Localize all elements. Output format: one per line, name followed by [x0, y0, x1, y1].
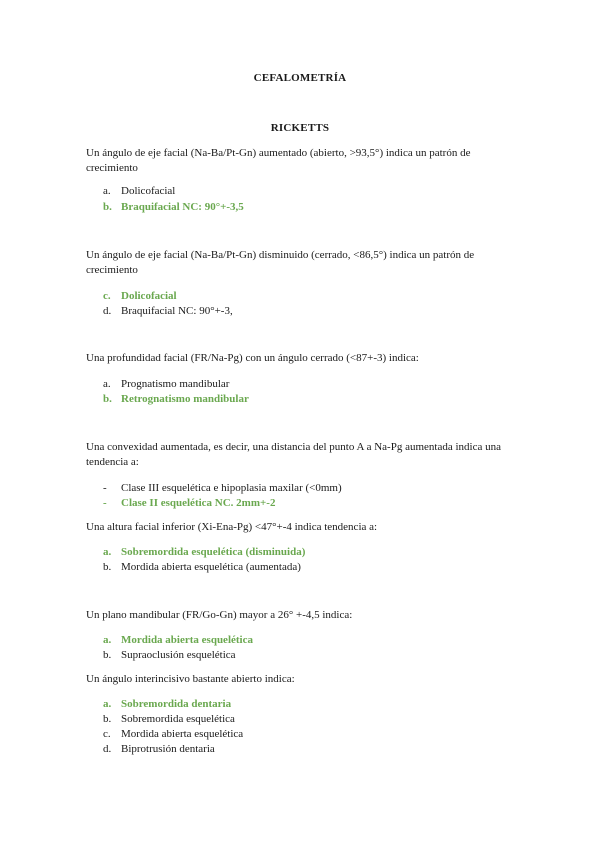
- option-marker: b.: [103, 561, 112, 573]
- answer-option: [103, 184, 175, 198]
- option-text: Biprotrusión dentaria: [121, 743, 215, 755]
- option-marker: b.: [103, 713, 112, 725]
- answer-option: [103, 742, 215, 756]
- page-title: CEFALOMETRÍA: [253, 72, 347, 84]
- option-text: Retrognatismo mandibular: [121, 393, 249, 405]
- option-text: Clase III esquelética e hipoplasia maxilar (<0mm): [121, 482, 342, 494]
- option-text: Mordida abierta esquelética (aumentada): [121, 561, 301, 573]
- option-text: Dolicofacial: [121, 290, 177, 302]
- option-marker: d.: [103, 743, 112, 755]
- option-text: Sobremordida dentaria: [121, 698, 232, 710]
- option-text: Supraoclusión esquelética: [121, 649, 236, 661]
- option-marker: b.: [103, 649, 112, 661]
- page-subtitle: RICKETTS: [270, 122, 330, 134]
- answer-option-correct: [103, 697, 231, 711]
- option-marker: a.: [103, 634, 112, 646]
- option-marker: d.: [103, 305, 112, 317]
- answer-option-correct: [103, 633, 253, 647]
- question-text: Un plano mandibular (FR/Go-Gn) mayor a 26° +-4,5 indica:: [86, 609, 353, 621]
- answer-option: [103, 304, 233, 318]
- answer-option: [103, 560, 301, 574]
- option-text: Prognatismo mandibular: [121, 378, 230, 390]
- answer-option-correct: [103, 545, 305, 559]
- option-text: Braquifacial NC: 90°+-3,5: [121, 201, 244, 213]
- option-text: Braquifacial NC: 90°+-3,: [121, 305, 233, 317]
- option-marker: c.: [103, 728, 111, 740]
- option-marker: a.: [103, 185, 111, 197]
- answer-option: [103, 727, 243, 741]
- option-marker: -: [103, 482, 107, 494]
- option-marker: b.: [103, 393, 112, 405]
- question-text: Una convexidad aumentada, es decir, una distancia del punto A a Na-Pg aumentada indica una tendencia a:: [86, 441, 501, 468]
- option-text: Clase II esquelética NC. 2mm+-2: [121, 497, 276, 509]
- option-text: Sobremordida esquelética (disminuida): [121, 546, 306, 558]
- answer-option: [103, 648, 236, 662]
- option-text: Mordida abierta esquelética: [121, 728, 244, 740]
- option-text: Dolicofacial: [121, 185, 176, 197]
- question-text: Una profundidad facial (FR/Na-Pg) con un ángulo cerrado (<87+-3) indica:: [86, 352, 419, 364]
- question-text: Un ángulo de eje facial (Na-Ba/Pt-Gn) aumentado (abierto, >93,5°) indica un patrón de crecimiento: [86, 147, 471, 174]
- answer-option-correct: [103, 289, 177, 303]
- question-text: Una altura facial inferior (Xi-Ena-Pg) <47°+-4 indica tendencia a:: [86, 521, 378, 533]
- answer-option: [103, 712, 235, 726]
- option-marker: a.: [103, 378, 111, 390]
- answer-option-correct: [103, 200, 244, 214]
- answer-option: [103, 481, 342, 495]
- option-marker: a.: [103, 698, 112, 710]
- option-marker: a.: [103, 546, 112, 558]
- question-text: Un ángulo interincisivo bastante abierto indica:: [86, 673, 295, 685]
- answer-option: [103, 377, 229, 391]
- option-marker: -: [103, 497, 107, 509]
- option-marker: c.: [103, 290, 111, 302]
- option-marker: b.: [103, 201, 112, 213]
- answer-option-correct: [103, 496, 275, 510]
- option-text: Sobremordida esquelética: [121, 713, 235, 725]
- question-text: Un ángulo de eje facial (Na-Ba/Pt-Gn) disminuido (cerrado, <86,5°) indica un patrón de crecimiento: [86, 249, 475, 276]
- option-text: Mordida abierta esquelética: [121, 634, 253, 646]
- answer-option-correct: [103, 392, 249, 406]
